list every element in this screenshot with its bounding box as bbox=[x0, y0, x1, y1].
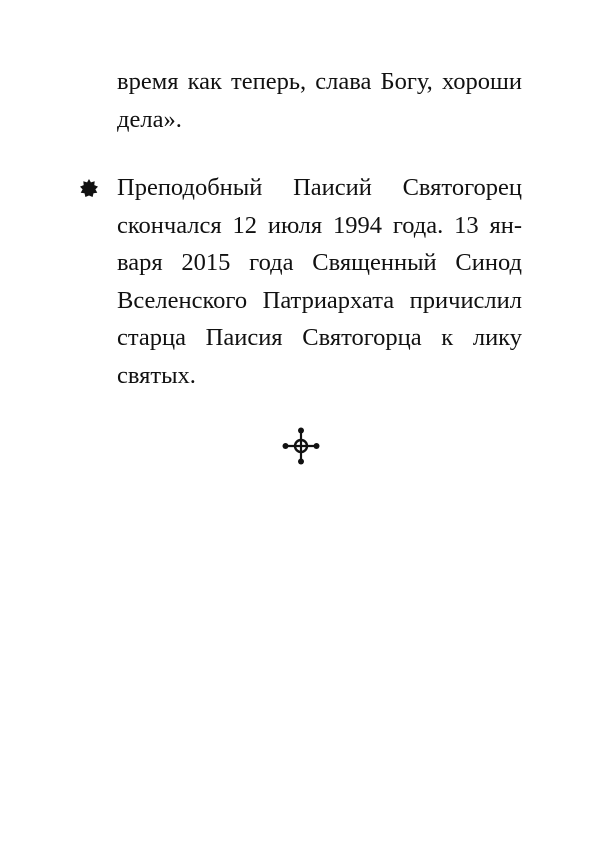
paragraph-bullet bbox=[117, 169, 522, 394]
star-bullet-icon bbox=[80, 179, 98, 197]
text-line: дела». bbox=[117, 105, 182, 133]
text-line: Вселенского Патриархата причислил bbox=[117, 286, 522, 314]
text-line: Преподобный Паисий Святогорец bbox=[117, 174, 522, 201]
text-line: варя 2015 года Священный Синод bbox=[117, 249, 522, 276]
text-line: скончался 12 июля 1994 года. 13 ян- bbox=[117, 211, 522, 239]
paragraph-quote-end bbox=[117, 63, 522, 138]
text-line: старца Паисия Святогорца к лику bbox=[117, 324, 522, 351]
cross-ornament-icon bbox=[282, 427, 320, 465]
text-line: время как теперь, слава Богу, хороши bbox=[117, 68, 522, 95]
text-line: святых. bbox=[117, 361, 196, 389]
